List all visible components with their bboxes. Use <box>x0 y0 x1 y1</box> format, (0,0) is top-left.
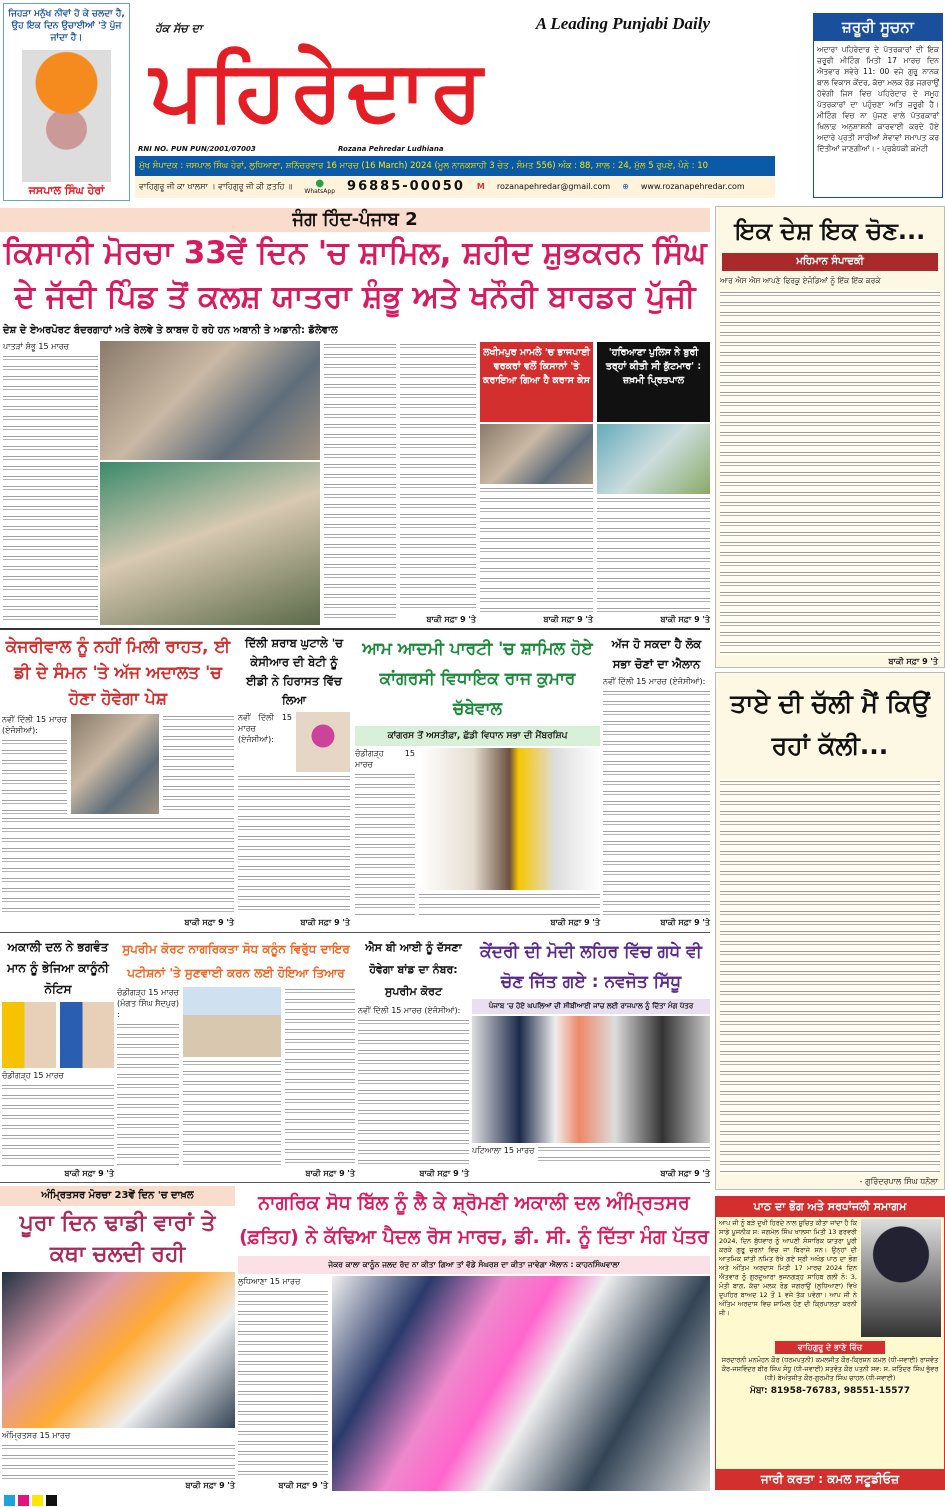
ad-phone: ਮੋਬਾ: 81958-76783, 98551-15577 <box>749 1386 911 1396</box>
box-black-photo <box>597 424 710 494</box>
story-sidhu-headline: ਕੇਂਦਰੀ ਦੀ ਮੋਦੀ ਲਹਿਰ ਵਿੱਚ ਗਧੇ ਵੀ ਚੋਣ ਜਿੱਤ ਗਏ : ਨਵਜੋਤ ਸਿੱਧੂ <box>480 942 702 992</box>
story-aap-subhead: ਕਾਂਗਰਸ ਤੋਂ ਅਸਤੀਫ਼ਾ, ਛੱਡੀ ਵਿਧਾਨ ਸਭਾ ਦੀ ਮੈਂਬਰਸ਼ਿਪ <box>355 726 600 746</box>
story-elections <box>603 634 710 928</box>
story-aap-more[interactable]: ਬਾਕੀ ਸਫ਼ਾ 9 'ਤੇ <box>550 918 600 927</box>
rni-number: RNI NO. PUN PUN/2001/07003 <box>138 145 256 153</box>
story-kcr <box>238 634 350 928</box>
editorial-body <box>720 290 940 655</box>
sidhu-photo <box>472 1016 710 1143</box>
story-sbi-body <box>358 1018 469 1167</box>
story-aap-body2 <box>419 892 600 916</box>
story-sidhu-subhead: ਪੰਜਾਬ 'ਚ ਹੋਏ ਘਪਲਿਆਂ ਦੀ ਸੀਬੀਆਈ ਜਾਂਚ ਲਈ ਰਾਜਪਾਲ ਨੂੰ ਦਿੱਤਾ ਮੰਗ ਪੱਤਰ <box>472 999 710 1014</box>
lead-body-col1 <box>3 354 98 625</box>
story-kcr-more[interactable]: ਬਾਕੀ ਸਫ਼ਾ 9 'ਤੇ <box>300 918 350 927</box>
story-caa-march-more[interactable]: ਬਾਕੀ ਸਫ਼ਾ 9 'ਤੇ <box>278 1481 328 1490</box>
ad-issuer: ਜਾਰੀ ਕਰਤਾ : ਕਮਲ ਸਟੂਡੀਓਜ਼ <box>716 1469 944 1489</box>
story-elections-dateline: ਨਵੀਂ ਦਿੱਲੀ 15 ਮਾਰਚ (ਏਜੰਸੀਆਂ): <box>603 677 706 686</box>
lead-subhead: ਦੇਸ਼ ਦੇ ਏਅਰਪੋਰਟ ਬੰਦਰਗਾਹਾਂ ਅਤੇ ਰੇਲਵੇ ਤੇ ਕਾਬਜ਼ ਹੋ ਰਹੇ ਹਨ ਅਬਾਨੀ ਤੇ ਅਡਾਨੀ: ਡੱਲੇਵਾਲ <box>3 325 338 336</box>
section-band: ਜੰਗ ਹਿੰਦ-ਪੰਜਾਬ 2 <box>0 208 710 232</box>
newspaper-logo: ਪਹਿਰੇਦਾਰ <box>150 41 487 139</box>
kejriwal-photo <box>71 714 159 814</box>
lead-dateline: ਪਾਤੜਾਂ ਸ਼ੰਭੂ 15 ਮਾਰਚ <box>3 342 69 351</box>
lead-photo-bottom <box>100 462 320 625</box>
phone-number: 96885-00050 <box>347 179 465 194</box>
story-amritsar-body <box>2 1443 235 1479</box>
editorial-lead: ਆਰ ਐਸ ਐਸ ਆਪਣੇ ਫਿਰਕੂ ਏਜੰਡਿਆਂ ਨੂੰ ਇੱਕ ਇੱਕ ਕਰਕੇ <box>720 276 881 285</box>
story-akali <box>2 937 114 1179</box>
editor-photo <box>22 50 111 182</box>
story-aap-body <box>355 772 415 916</box>
gmail-icon: M <box>476 182 485 191</box>
story-elections-headline: ਅੱਜ ਹੋ ਸਕਦਾ ਹੈ ਲੋਕ ਸਭਾ ਚੋਣਾਂ ਦਾ ਐਲਾਨ <box>611 637 702 671</box>
story-sidhu-dateline: ਪਟਿਆਲਾ 15 ਮਾਰਚ <box>472 1146 535 1155</box>
story-kcr-dateline: ਨਵੀਂ ਦਿੱਲੀ 15 ਮਾਰਚ (ਏਜੰਸੀਆਂ): <box>238 713 292 744</box>
story-caa-sc-headline: ਸੁਪਰੀਮ ਕੋਰਟ ਨਾਗਰਿਕਤਾ ਸੋਧ ਕਨੂੰਨ ਵਿਰੁੱਧ ਦਾਇਰ ਪਟੀਸ਼ਨਾਂ 'ਤੇ ਸੁਣਵਾਈ ਕਰਨ ਲਈ ਹੋਇਆ ਤਿਆਰ <box>122 942 350 980</box>
story-sidhu <box>472 937 710 1179</box>
story-kcr-body <box>238 774 350 916</box>
ad-title: ਪਾਠ ਦਾ ਭੋਗ ਅਤੇ ਸਰਧਾਂਜਲੀ ਸਮਾਗਮ <box>716 1197 944 1217</box>
box-red <box>480 342 593 625</box>
ad-banner: ਵਾਹਿਗੁਰੂ ਦੇ ਭਾਣੇ ਵਿੱਚ <box>775 1341 885 1354</box>
story-amritsar-headline: ਪੂਰਾ ਦਿਨ ਢਾਡੀ ਵਾਰਾਂ ਤੇ ਕਥਾ ਚਲਦੀ ਰਹੀ <box>19 1211 216 1267</box>
editorial-more[interactable]: ਬਾਕੀ ਸਫ਼ਾ 9 'ਤੇ <box>888 657 938 666</box>
story-caa-sc-body3 <box>285 987 355 1167</box>
masthead <box>135 0 710 156</box>
whatsapp-icon: ● <box>315 177 325 189</box>
black-mark <box>46 1495 57 1506</box>
urgent-notice <box>813 13 943 198</box>
story-amritsar-dateline: ਅੰਮ੍ਰਿਤਸਰ 15 ਮਾਰਚ <box>2 1431 71 1440</box>
story-kejriwal-body <box>2 738 67 814</box>
column-byline: - ਗੁਰਿੰਦਰਪਾਲ ਸਿੰਘ ਧਨੌਲਾ <box>859 1177 938 1186</box>
aap-photo <box>419 748 600 890</box>
story-kejriwal-more[interactable]: ਬਾਕੀ ਸਫ਼ਾ 9 'ਤੇ <box>184 918 234 927</box>
story-caa-march-body <box>238 1289 328 1479</box>
story-elections-body <box>603 689 710 916</box>
story-akali-headline: ਅਕਾਲੀ ਦਲ ਨੇ ਭਗਵੰਤ ਮਾਨ ਨੂੰ ਭੇਜਿਆ ਕਾਨੂੰਨੀ ਨੋਟਿਸ <box>7 940 109 996</box>
column-body <box>720 779 940 1174</box>
globe-icon: ⊕ <box>622 182 629 191</box>
amritsar-photo <box>2 1272 235 1428</box>
quote-box <box>3 3 130 201</box>
story-kejriwal-body3 <box>2 816 234 916</box>
story-caa-sc-dateline: ਚੰਡੀਗੜ੍ਹ 15 ਮਾਰਚ (ਮੰਗਤ ਸਿੰਘ ਸੈਦਪੁਰ) : <box>117 988 179 1019</box>
lead-col1 <box>3 341 98 625</box>
editorial <box>715 206 945 668</box>
english-tagline: A Leading Punjabi Daily <box>535 14 710 33</box>
column-headline: ਤਾਏ ਦੀ ਚੱਲੀ ਮੈਂ ਕਿਉਂ ਰਹਾਂ ਕੱਲੀ... <box>730 689 930 760</box>
story-aap <box>355 634 600 928</box>
story-kejriwal-body2 <box>163 714 234 814</box>
story-sbi-headline: ਐਸ ਬੀ ਆਈ ਨੂੰ ਦੱਸਣਾ ਹੋਵੇਗਾ ਬਾਂਡ ਦਾ ਨੰਬਰ: ਸੁਪਰੀਮ ਕੋਰਟ <box>365 941 462 998</box>
email-link[interactable]: rozanapehredar@gmail.com <box>496 182 611 191</box>
lead-headline-2: ਦੇ ਜੱਦੀ ਪਿੰਡ ਤੋਂ ਕਲਸ਼ ਯਾਤਰਾ ਸ਼ੰਭੂ ਅਤੇ ਖਨੌਰੀ ਬਾਰਡਰ ਪੁੱਜੀ <box>14 279 696 315</box>
story-caa-march <box>238 1186 710 1491</box>
lead-more[interactable]: ਬਾਕੀ ਸਫ਼ਾ 9 'ਤੇ <box>426 615 476 624</box>
story-aap-dateline: ਚੰਡੀਗੜ੍ਹ 15 ਮਾਰਚ <box>355 749 415 769</box>
notice-title: ਜ਼ਰੂਰੀ ਸੂਚਨਾ <box>814 14 942 41</box>
story-amritsar-more[interactable]: ਬਾਕੀ ਸਫ਼ਾ 9 'ਤੇ <box>185 1481 235 1490</box>
box-red-more[interactable]: ਬਾਕੀ ਸਫ਼ਾ 9 'ਤੇ <box>543 615 593 624</box>
story-caa-sc-more[interactable]: ਬਾਕੀ ਸਫ਼ਾ 9 'ਤੇ <box>305 1169 355 1178</box>
ad-family: ਸਰਦਾਰਨੀ ਮਨਮੋਹਨ ਕੌਰ (ਧਰਮਪਤਨੀ) ਕਮਲਜੀਤ ਕੌਰ-ਕ੍ਰਿਸ਼ਨ ਕਮਲ (ਧੀ-ਜਵਾਈ) ਰਾਜਵੰਤ ਕੌਰ-ਜਸਵਿੰਦਰ ਬੀਰ ਸਿੰਘ ਸੰਧੂ (ਧੀ-ਜਵਾਈ) ਸਤਵੰਤ ਕੌਰ ਪਤਨੀ ਸਵ: ਸ. ਜਤਿੰਦਰ ਸਿੰਘ ਭੁੱਵਰ (ਧੀ) ਬੇਅੰਤਜੀਤ ਕੌਰ-ਗੁਰਮੀਤ ਸਿੰਘ ਚਾਹਲ (ਧੀ-ਜਵਾਈ) <box>721 1356 939 1382</box>
story-kejriwal <box>2 634 234 928</box>
editorial-headline: ਇਕ ਦੇਸ਼ ਇਕ ਚੋਣ... <box>734 217 926 245</box>
story-caa-sc-body2 <box>183 1059 281 1167</box>
story-sbi <box>358 937 469 1179</box>
info-bar: ਮੁੱਖ ਸੰਪਾਦਕ : ਜਸਪਾਲ ਸਿੰਘ ਹੇਰਾਂ, ਲੁਧਿਆਣਾ, ਸ਼ਨਿੱਚਰਵਾਰ 16 ਮਾਰਚ (16 March) 2024 (ਮੂਲ ਨਾਨਕਸ਼ਾਹੀ 3 ਚੇਤ , ਸੰਮਤ 556) ਅੰਕ : 88, ਸਾਲ : 24, ਮੁੱਲ 5 ਰੁਪਏ, ਪੰਨੇ : 10 <box>135 156 775 176</box>
story-akali-more[interactable]: ਬਾਕੀ ਸਫ਼ਾ 9 'ਤੇ <box>64 1169 114 1178</box>
story-sidhu-body <box>538 1145 710 1167</box>
box-black-headline: 'ਹਰਿਆਣਾ ਪੁਲਿਸ ਨੇ ਬੁਰੀ ਤਰ੍ਹਾਂ ਕੀਤੀ ਸੀ ਕੁੱਟਮਾਰ' : ਜ਼ਖ਼ਮੀ ਪ੍ਰਿਤਪਾਲ <box>597 342 710 422</box>
ad-body: ਆਪ ਜੀ ਨੂੰ ਬੜੇ ਦੁਖੀ ਹਿਰਦੇ ਨਾਲ ਸੂਚਿਤ ਕੀਤਾ ਜਾਂਦਾ ਹੈ ਕਿ ਸਾਡੇ ਪੂਜਨੀਕ ਸ: ਜਗਮੇਲ ਸਿੰਘ ਖਾਲਸਾ ਮਿਤੀ 13 ਫਰਵਰੀ 2024, ਦਿਨ ਬੁੱਧਵਾਰ ਨੂੰ ਆਪਣੀ ਸੰਸਾਰਿਕ ਯਾਤਰਾ ਪੂਰੀ ਕਰਕੇ ਗੁਰੂ ਚਰਨਾਂ ਵਿਚ ਜਾ ਬਿਰਾਜੇ ਸਨ। ਉਨ੍ਹਾਂ ਦੀ ਆਤਮਿਕ ਸ਼ਾਂਤੀ ਨਮਿਤ ਰੱਖੇ ਗਏ ਸ੍ਰੀ ਅਖੰਡ ਪਾਠ ਦਾ ਭੋਗ ਅਤੇ ਅੰਤਿਮ ਅਰਦਾਸ ਮਿਤੀ 17 ਮਾਰਚ 2024 ਦਿਨ ਐਤਵਾਰ ਨੂੰ ਗੁਰਦੁਆਰਾ ਭਜਨਗੜ੍ਹ ਸਾਹਿਬ ਗਲੀ ਨੰ: 3, ਮੋਤੀ ਬਾਗ, ਕੱਚਾ ਮਲਕ ਰੋਡ ਜਗਰਾਉਂ (ਲੁਧਿਆਣਾ) ਵਿਖੇ ਦੁਪਹਿਰ ਬਾਅਦ 12 ਤੋਂ 1 ਵਜੇ ਤੱਕ ਪਵੇਗਾ। ਆਪ ਜੀ ਨੇ ਅੰਤਿਮ ਅਰਦਾਸ ਵਿਚ ਸ਼ਾਮਿਲ ਹੋਣ ਦੀ ਕ੍ਰਿਪਾਲਤਾ ਕਰਨੀ ਜੀ। <box>719 1219 857 1317</box>
story-amritsar-kicker: ਅੰਮ੍ਰਿਤਸਰ ਮੋਰਚਾ 23ਵੇਂ ਦਿਨ 'ਚ ਦਾਖ਼ਲ <box>0 1186 235 1206</box>
story-caa-march-subhead: ਜੇਕਰ ਕਾਲਾ ਕਾਨੂੰਨ ਜਲਦ ਰੱਦ ਨਾ ਕੀਤਾ ਗਿਆ ਤਾਂ ਵੱਡੇ ਸੰਘਰਸ਼ ਦਾ ਕੀਤਾ ਜਾਵੇਗਾ ਐਲਾਨ : ਕਾਹਨਸਿੰਘਵਾਲਾ <box>238 1256 710 1274</box>
story-kcr-headline: ਦਿੱਲੀ ਸ਼ਰਾਬ ਘੁਟਾਲੇ 'ਚ ਕੇਸੀਆਰ ਦੀ ਬੇਟੀ ਨੂੰ ਈਡੀ ਨੇ ਹਿਰਾਸਤ ਵਿੱਚ ਲਿਆ <box>244 636 344 707</box>
greeting: ਵਾਹਿਗੁਰੂ ਜੀ ਕਾ ਖਾਲਸਾ । ਵਾਹਿਗੁਰੂ ਜੀ ਕੀ ਫ਼ਤਹਿ ॥ <box>139 182 293 191</box>
lead-col3 <box>400 342 476 625</box>
divider <box>0 628 710 630</box>
story-sbi-dateline: ਨਵੀਂ ਦਿੱਲੀ 15 ਮਾਰਚ (ਏਜੰਸੀਆਂ): <box>358 1006 461 1015</box>
notice-body: ਅਦਾਰਾ ਪਹਿਰੇਦਾਰ ਦੇ ਪੱਤਰਕਾਰਾਂ ਦੀ ਇਕ ਜ਼ਰੂਰੀ ਮੀਟਿੰਗ ਮਿਤੀ 17 ਮਾਰਚ ਦਿਨ ਐਤਵਾਰ ਸਵੇਰੇ 11: 00 ਵਜੇ ਗੁਰੂ ਨਾਨਕ ਬਾਲ ਵਿਕਾਸ ਕੇਂਦਰ, ਕੱਚਾ ਮਲਕ ਰੋਡ ਜਗਰਾਉਂ ਹੋਵੇਗੀ ਜਿਸ ਵਿਚ ਪਹਿਰੇਦਾਰ ਦੇ ਸਮੂਹ ਪੱਤਰਕਾਰਾਂ ਦਾ ਪਹੁੰਚਣਾ ਅਤਿ ਜ਼ਰੂਰੀ ਹੈ। ਮੀਟਿੰਗ ਵਿਚ ਨਾ ਪੁੱਜਣ ਵਾਲੇ ਪੱਤਰਕਾਰਾਂ ਖਿਲਾਫ਼ ਅਨੁਸ਼ਾਸ਼ਨੀ ਕਾਰਵਾਈ ਕਰਦੇ ਹੋਏ ਅਦਾਰੇ ਪ੍ਰਤੀ ਸਾਰੀਆਂ ਸੇਵਾਵਾਂ ਸਮਾਪਤ ਕਰ ਦਿੱਤੀਆਂ ਜਾਣਗੀਆਂ। - ਪ੍ਰਬੰਧਕੀ ਕਮੇਟੀ <box>817 45 939 153</box>
lead-body-col3 <box>400 342 476 613</box>
publication-name: Rozana Pehredar Ludhiana <box>338 145 444 153</box>
story-kejriwal-dateline: ਨਵੀਂ ਦਿੱਲੀ 15 ਮਾਰਚ (ਏਜੰਸੀਆਂ): <box>2 715 67 735</box>
caa-march-photo <box>332 1276 710 1491</box>
box-black-body <box>597 496 710 613</box>
story-sidhu-more[interactable]: ਬਾਕੀ ਸਫ਼ਾ 9 'ਤੇ <box>660 1169 710 1178</box>
deceased-photo <box>861 1219 941 1337</box>
box-red-photo <box>480 424 593 484</box>
registration-marks <box>0 1495 945 1507</box>
story-elections-more[interactable]: ਬਾਕੀ ਸਫ਼ਾ 9 'ਤੇ <box>660 918 710 927</box>
lead-headline-1: ਕਿਸਾਨੀ ਮੋਰਚਾ 33ਵੇਂ ਦਿਨ 'ਚ ਸ਼ਾਮਿਲ, ਸ਼ਹੀਦ ਸ਼ੁਭਕਰਨ ਸਿੰਘ <box>3 235 707 271</box>
akali-photo <box>2 1002 114 1068</box>
story-caa-sc <box>117 937 355 1179</box>
story-aap-headline: ਆਮ ਆਦਮੀ ਪਾਰਟੀ 'ਚ ਸ਼ਾਮਿਲ ਹੋਏ ਕਾਂਗਰਸੀ ਵਿਧਾਇਕ ਰਾਜ ਕੁਮਾਰ ਚੱਬੇਵਾਲ <box>362 639 593 719</box>
story-amritsar <box>0 1186 235 1491</box>
editorial-label: ਮਹਿਮਾਨ ਸੰਪਾਦਕੀ <box>722 253 938 271</box>
lead-photo-top <box>100 341 320 460</box>
magenta-mark <box>18 1495 29 1506</box>
contact-bar <box>135 176 775 198</box>
kcr-daughter-photo <box>296 712 350 772</box>
whatsapp-label: WhatsApp <box>304 187 336 195</box>
story-kejriwal-headline: ਕੇਜਰੀਵਾਲ ਨੂੰ ਨਹੀਂ ਮਿਲੀ ਰਾਹਤ, ਈ ਡੀ ਦੇ ਸੰਮਨ 'ਤੇ ਅੱਜ ਅਦਾਲਤ 'ਚ ਹੋਣਾ ਹੋਵੇਗਾ ਪੇਸ਼ <box>5 637 231 709</box>
lead-body-col2 <box>324 342 396 622</box>
box-red-body <box>480 486 593 613</box>
box-red-headline: ਲਖੀਮਪੁਰ ਮਾਮਲੇ 'ਚ ਭਾਜਪਾਈ ਵਰਕਰਾਂ ਵਲੋਂ ਕਿਸਾਨਾਂ 'ਤੇ ਕਰਾਇਆ ਗਿਆ ਹੈ ਕਰਾਸ ਕੇਸ <box>480 342 593 422</box>
box-black <box>597 342 710 625</box>
cyan-mark <box>4 1495 15 1506</box>
supreme-court-photo <box>183 987 281 1057</box>
story-akali-body <box>2 1083 114 1167</box>
story-caa-march-dateline: ਲੁਧਿਆਣਾ 15 ਮਾਰਚ <box>238 1277 301 1286</box>
box-black-more[interactable]: ਬਾਕੀ ਸਫ਼ਾ 9 'ਤੇ <box>660 615 710 624</box>
quote-text: ਜਿਹੜਾ ਮਨੁੱਖ ਨੀਵਾਂ ਹੋ ਕੇ ਚਲਦਾ ਹੈ, ਉਹ ਇਕ ਦਿਨ ਉਚਾਈਆਂ 'ਤੇ ਪੁੱਜ ਜਾਂਦਾ ਹੈ। <box>8 9 125 43</box>
yellow-mark <box>32 1495 43 1506</box>
divider <box>0 1182 710 1183</box>
story-akali-dateline: ਚੰਡੀਗੜ੍ਹ 15 ਮਾਰਚ <box>2 1071 64 1080</box>
editor-name: ਜਸਪਾਲ ਸਿੰਘ ਹੇਰਾਂ <box>28 184 105 197</box>
website-link[interactable]: www.rozanapehredar.com <box>640 182 745 191</box>
column <box>715 672 945 1190</box>
ad-body-wrap <box>716 1219 944 1339</box>
story-caa-march-headline: ਨਾਗਰਿਕ ਸੋਧ ਬਿੱਲ ਨੂੰ ਲੈ ਕੇ ਸ਼੍ਰੋਮਣੀ ਅਕਾਲੀ ਦਲ ਅੰਮ੍ਰਿਤਸਰ (ਫ਼ਤਿਹ) ਨੇ ਕੱਢਿਆ ਪੈਦਲ ਰੋਸ ਮਾਰਚ, ਡੀ. ਸੀ. ਨੂੰ ਦਿੱਤਾ ਮੰਗ ਪੱਤਰ <box>239 1192 709 1248</box>
story-caa-sc-body <box>117 1022 179 1167</box>
divider <box>0 932 710 933</box>
whatsapp <box>304 179 335 196</box>
masthead-tagline: ਹੱਕ ਸੱਚ ਦਾ <box>155 22 203 35</box>
obituary-ad <box>715 1196 945 1490</box>
story-sbi-more[interactable]: ਬਾਕੀ ਸਫ਼ਾ 9 'ਤੇ <box>419 1169 469 1178</box>
